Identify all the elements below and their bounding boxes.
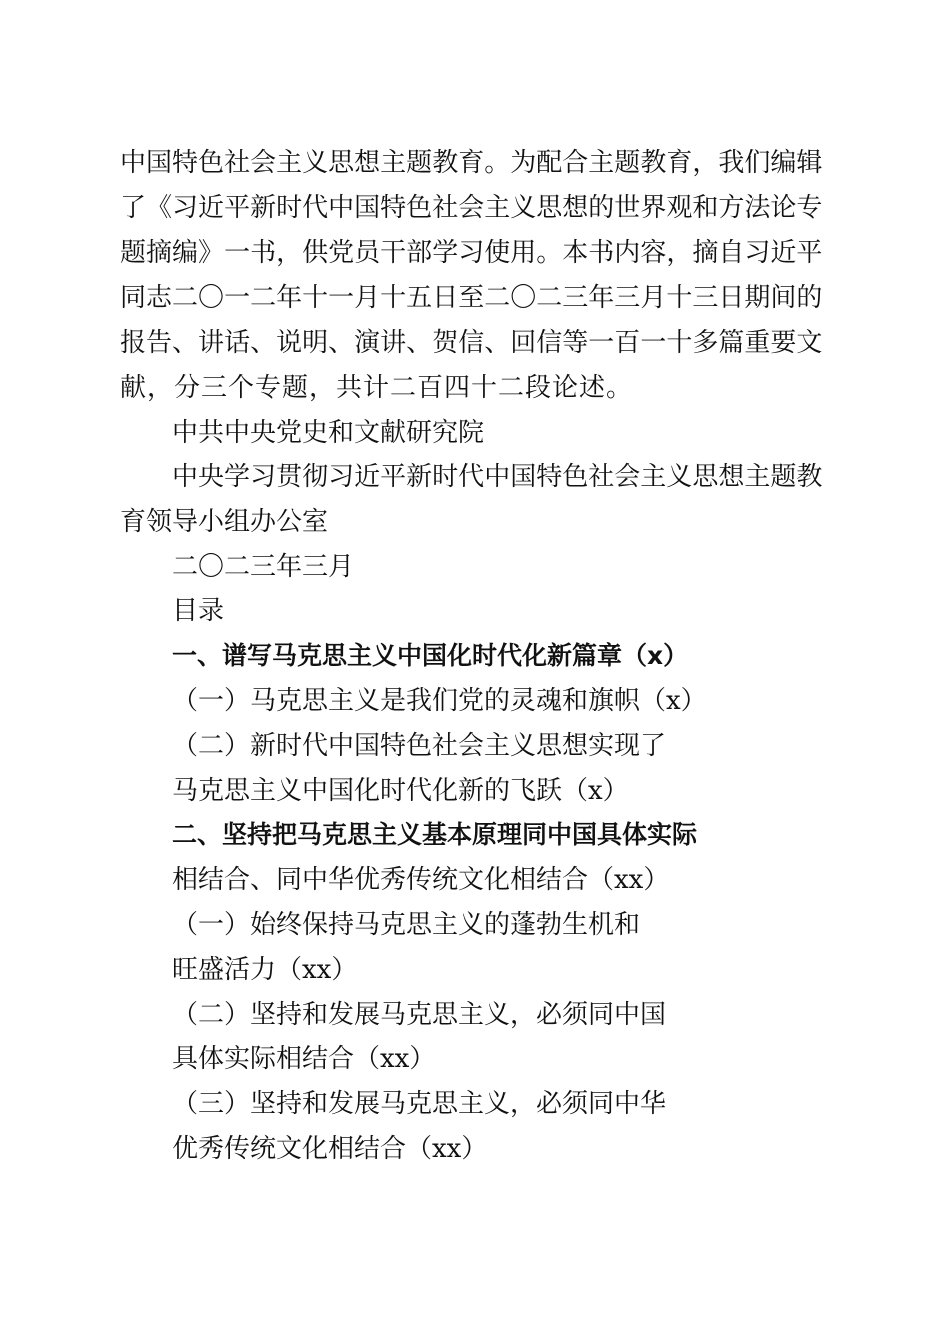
toc-entry-1-1[interactable]: （一）马克思主义是我们党的灵魂和旗帜（x） (172, 686, 707, 716)
toc-entry-chapter-2-cont[interactable]: 相结合、同中华优秀传统文化相结合（xx） (172, 865, 670, 895)
intro-line: 报 告 、 讲 话 、 说 明 、 演 讲 、 贺 信 、 回 信 等 一 百 一 十 多 篇 重 要 文 (120, 328, 823, 358)
toc-entry-2-2[interactable]: （二）坚持和发展马克思主义，必须同中国 (172, 1000, 667, 1030)
toc-entry-2-3-cont[interactable]: 优秀传统文化相结合（xx） (172, 1134, 488, 1164)
toc-entry-2-1[interactable]: （一）始终保持马克思主义的蓬勃生机和 (172, 910, 641, 940)
intro-line: 了 《 习 近 平 新 时 代 中 国 特 色 社 会 主 义 思 想 的 世 界 观 和 方 法 论 专 (120, 193, 823, 223)
intro-line: 题 摘 编 》 一 书 ， 供 党 员 干 部 学 习 使 用 。 本 书 内 容 ， 摘 自 习 近 平 (120, 238, 823, 268)
toc-entry-1-2[interactable]: （二）新时代中国特色社会主义思想实现了 (172, 731, 667, 761)
toc-entry-chapter-1[interactable]: 一、谱写马克思主义中国化时代化新篇章（x） (172, 641, 689, 670)
signature-org-2-line-1: 中 央 学 习 贯 彻 习 近 平 新 时 代 中 国 特 色 社 会 主 义 思 想 主 题 教 (172, 462, 823, 492)
toc-entry-2-1-cont[interactable]: 旺盛活力（xx） (172, 955, 358, 985)
intro-line: 献，分三个专题，共计二百四十二段论述。 (120, 373, 634, 403)
intro-line: 中 国 特 色 社 会 主 义 思 想 主 题 教 育 。 为 配 合 主 题 教 育 ， 我 们 编 辑 (120, 148, 823, 178)
signature-date: 二〇二三年三月 (172, 552, 355, 582)
toc-entry-2-2-cont[interactable]: 具体实际相结合（xx） (172, 1044, 436, 1074)
toc-entry-chapter-2[interactable]: 二、坚持把马克思主义基本原理同中国具体实际 (172, 820, 698, 849)
signature-org-2-line-2: 育领导小组办公室 (120, 507, 329, 537)
toc-entry-2-3[interactable]: （三）坚持和发展马克思主义，必须同中华 (172, 1089, 667, 1119)
intro-line: 同 志 二 〇 一 二 年 十 一 月 十 五 日 至 二 〇 二 三 年 三 月 十 三 日 期 间 的 (120, 283, 823, 313)
toc-entry-1-2-cont[interactable]: 马克思主义中国化时代化新的飞跃（x） (172, 776, 629, 806)
toc-heading: 目录 (172, 596, 225, 626)
signature-org-1: 中共中央党史和文献研究院 (172, 418, 485, 448)
